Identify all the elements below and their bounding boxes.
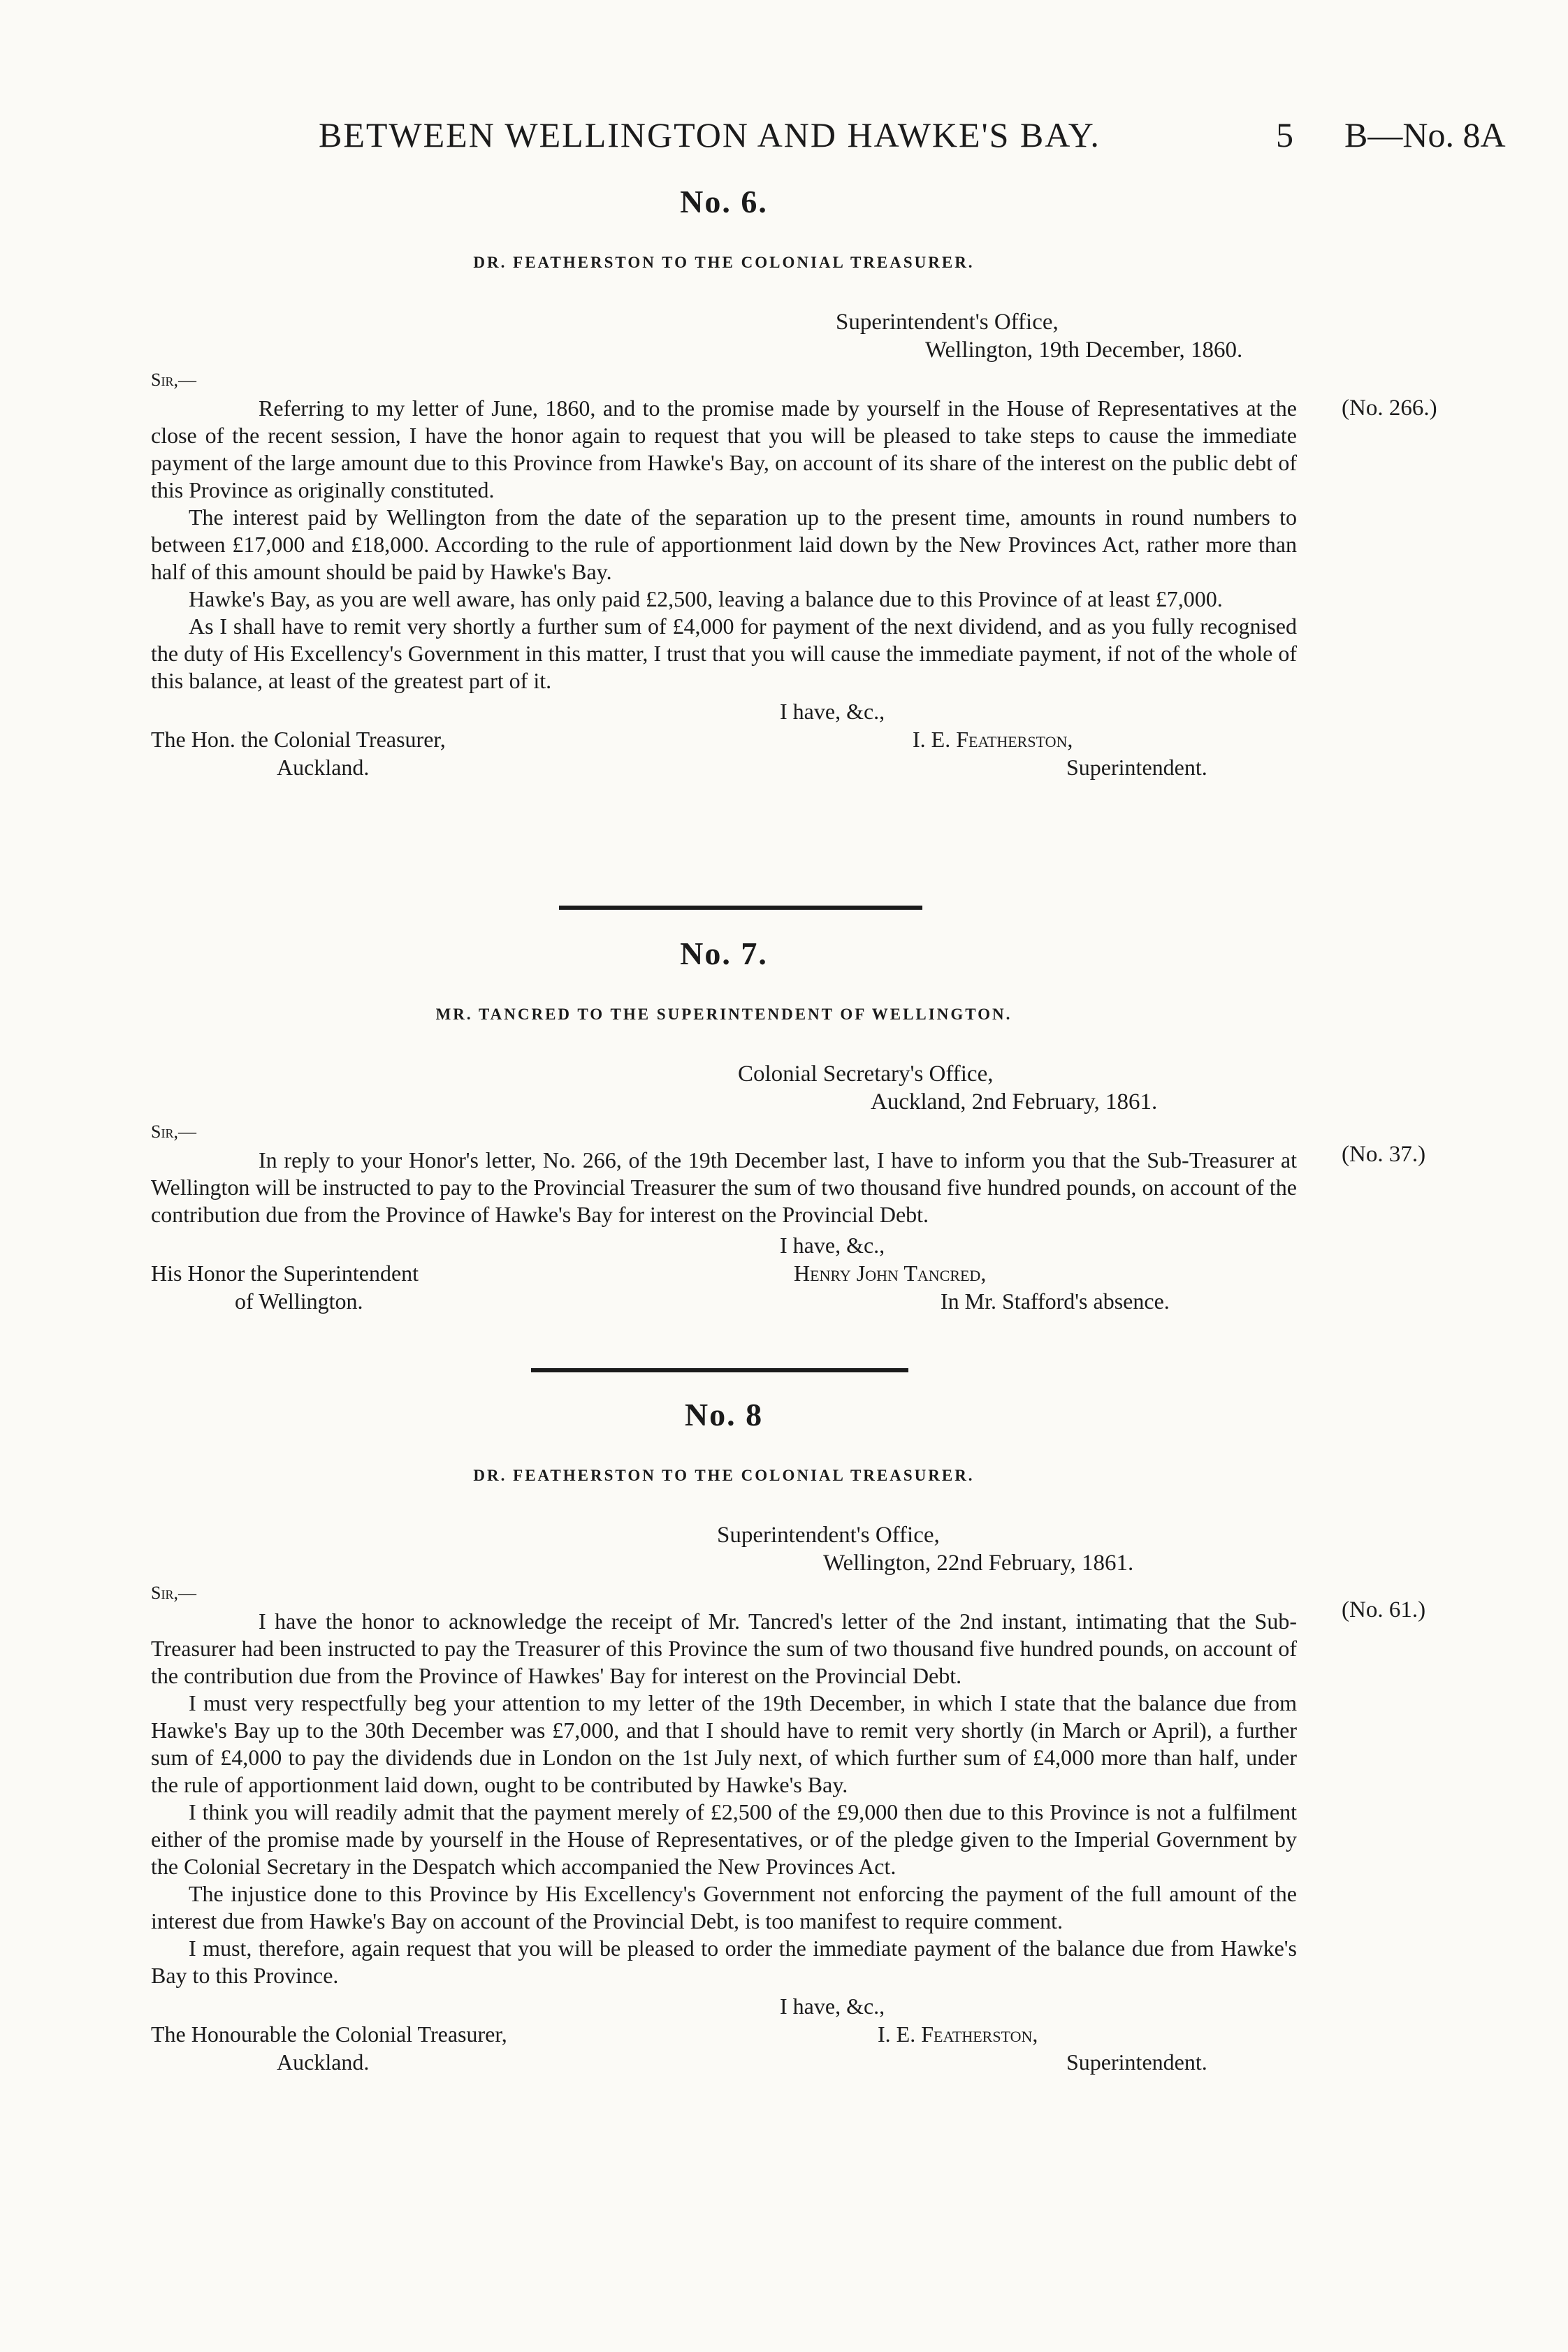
addressee: His Honor the Superintendent	[151, 1261, 419, 1286]
signer-title: Superintendent.	[1066, 2049, 1207, 2075]
paragraph: Hawke's Bay, as you are well aware, has only paid £2,500, leaving a balance due to this Province of at least £7,000.	[189, 586, 1223, 611]
margin-reference: (No. 61.)	[1342, 1597, 1426, 1623]
addressee: The Hon. the Colonial Treasurer,	[151, 727, 446, 752]
letter-no-6	[151, 183, 1297, 788]
letter-heading: DR. FEATHERSTON TO THE COLONIAL TREASURER.	[473, 254, 975, 271]
signer-name: Henry John Tancred,	[794, 1261, 987, 1286]
paragraph: The interest paid by Wellington from the date of the separation up to the present time, amounts in round numbers to between £17,000 and £18,000. According to the rule of apportionment laid down by the New Provinces Act, rather more than half of this amount should be paid by Hawke's Bay.	[151, 504, 1297, 584]
origin-date: Wellington, 19th December, 1860.	[925, 337, 1243, 363]
signer-name: I. E. Featherston,	[878, 2021, 1038, 2047]
closing: I have, &c.,	[780, 1994, 885, 2019]
letter-origin	[836, 308, 1297, 364]
paragraph: I must, therefore, again request that you will be pleased to order the immediate payment of the balance due from Hawke's Bay to this Province.	[151, 1936, 1297, 1988]
paragraph: In reply to your Honor's letter, No. 266, of the 19th December last, I have to inform you that the Sub-Treasurer at Wellington will be instructed to pay to the Provincial Treasurer the sum of two thousand five hundred pounds, on account of the contribution due from the Province of Hawke's Bay for interest on the Provincial Debt.	[151, 1147, 1297, 1227]
letter-number: No. 8	[684, 1397, 764, 1432]
salutation: Sir,—	[151, 370, 196, 390]
origin-date: Wellington, 22nd February, 1861.	[823, 1551, 1134, 1576]
origin-date: Auckland, 2nd February, 1861.	[871, 1089, 1158, 1115]
page-number: 5	[1276, 115, 1293, 154]
addressee: The Honourable the Colonial Treasurer,	[151, 2021, 507, 2047]
paragraph: I must very respectfully beg your attention to my letter of the 19th December, in which I state that the balance due from Hawke's Bay up to the 30th December was £7,000, and that I should have to remit very shortly (in March or April), a further sum of £4,000 to pay the dividends due in London on the 1st July next, of which further sum of £4,000 more than half, under the rule of apportionment laid down, ought to be contributed by Hawke's Bay.	[151, 1690, 1297, 1797]
letter-no-7	[151, 935, 1297, 1322]
salutation: Sir,—	[151, 1121, 196, 1142]
addressee-location: Auckland.	[277, 755, 370, 780]
running-title: BETWEEN WELLINGTON AND HAWKE'S BAY.	[319, 115, 1101, 154]
origin-office: Superintendent's Office,	[717, 1523, 940, 1548]
letter-signoff	[151, 1231, 1297, 1322]
letter-heading: DR. FEATHERSTON TO THE COLONIAL TREASURER.	[473, 1467, 975, 1484]
letter-body	[151, 395, 1297, 695]
origin-office: Colonial Secretary's Office,	[738, 1061, 994, 1087]
letter-heading: MR. TANCRED TO THE SUPERINTENDENT OF WELLINGTON.	[435, 1006, 1012, 1023]
origin-office: Superintendent's Office,	[836, 310, 1059, 335]
letter-origin	[738, 1060, 1297, 1116]
page-header	[0, 115, 1568, 170]
letter-body	[151, 1147, 1297, 1228]
addressee-location: Auckland.	[277, 2049, 370, 2075]
paragraph: I think you will readily admit that the payment merely of £2,500 of the £9,000 then due to this Province is not a fulfilment either of the promise made by yourself in the House of Representatives, or of the pledge given to the Imperial Government by the Colonial Secretary in the Despatch which accompanied the New Provinces Act.	[151, 1799, 1297, 1879]
salutation: Sir,—	[151, 1583, 196, 1603]
margin-reference: (No. 37.)	[1342, 1142, 1426, 1167]
letter-signoff	[151, 1992, 1297, 2083]
closing: I have, &c.,	[780, 1233, 885, 1258]
letter-number: No. 6.	[680, 184, 768, 219]
signer-title: Superintendent.	[1066, 755, 1207, 780]
paragraph: The injustice done to this Province by His Excellency's Government not enforcing the payment of the full amount of the interest due from Hawke's Bay on account of the Provincial Debt, is too manifest to require comment.	[151, 1881, 1297, 1933]
addressee-location: of Wellington.	[235, 1288, 363, 1314]
paragraph: I have the honor to acknowledge the receipt of Mr. Tancred's letter of the 2nd instant, intimating that the Sub-Treasurer had been instructed to pay the Treasurer of this Province the sum of two thousand five hundred pounds, on account of the contribution due from the Province of Hawkes' Bay for interest on the Provincial Debt.	[151, 1609, 1297, 1688]
paper-reference: B—No. 8A	[1344, 115, 1506, 154]
letter-body	[151, 1608, 1297, 1989]
paragraph: As I shall have to remit very shortly a further sum of £4,000 for payment of the next dividend, and as you fully recognised the duty of His Excellency's Government in this matter, I trust that you will cause the immediate payment, if not of the whole of this balance, at least of the greatest part of it.	[151, 614, 1297, 693]
letter-origin	[717, 1521, 1297, 1577]
section-divider	[559, 906, 922, 910]
section-divider	[531, 1368, 908, 1372]
letter-no-8	[151, 1396, 1297, 2083]
margin-reference: (No. 266.)	[1342, 395, 1437, 421]
paragraph: Referring to my letter of June, 1860, and to the promise made by yourself in the House of Representatives at the close of the recent session, I have the honor again to request that you will be pleased to take steps to cause the immediate payment of the large amount due to this Province from Hawke's Bay, on account of its share of the interest on the public debt of this Province as originally constituted.	[151, 395, 1297, 502]
letter-signoff	[151, 697, 1297, 788]
signer-name: I. E. Featherston,	[913, 727, 1073, 752]
signer-title: In Mr. Stafford's absence.	[941, 1288, 1170, 1314]
letter-number: No. 7.	[680, 936, 768, 971]
closing: I have, &c.,	[780, 699, 885, 724]
